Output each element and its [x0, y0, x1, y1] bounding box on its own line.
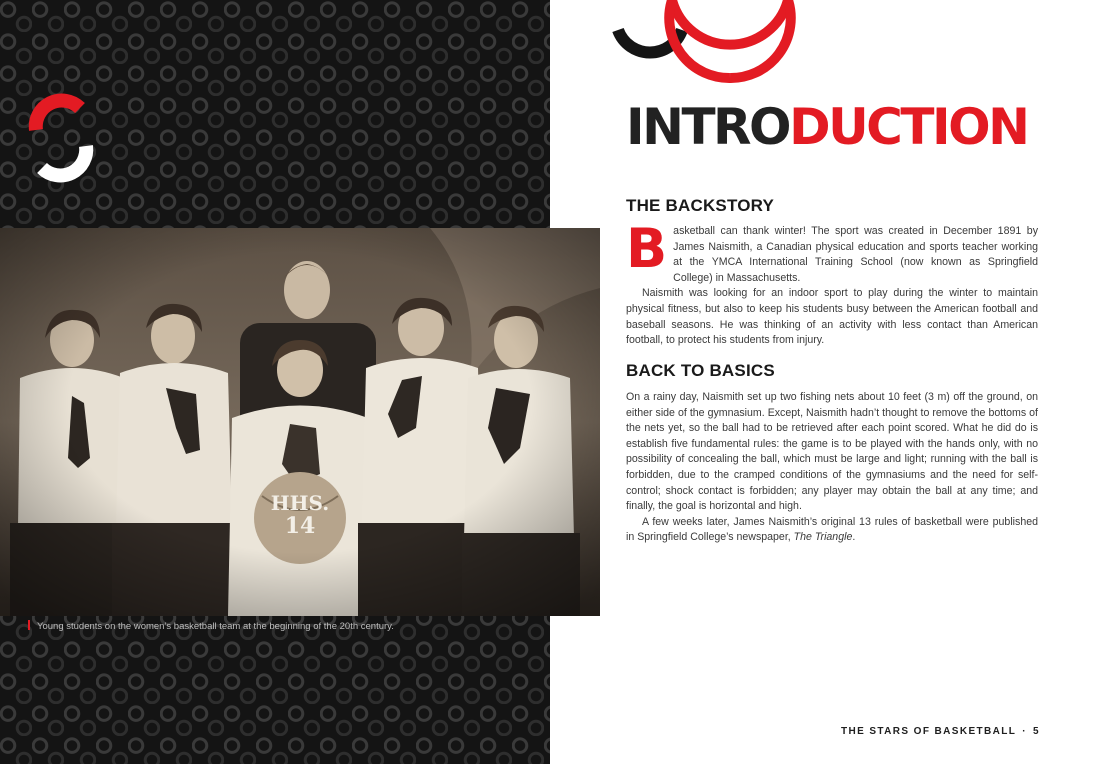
paragraph: asketball can thank winter! The sport was created in December 1891 by James Naismith, a Canadian physical education and sports teacher working at the YMCA International Training School (now known as Springfield College) in Massachusetts.: [673, 225, 1038, 284]
team-photo: [0, 228, 600, 616]
page-title: [626, 94, 1027, 160]
paragraph: On a rainy day, Naismith set up two fishing nets about 10 feet (3 m) off the ground, on either side of the gymnasium. Except, Naismith hadn’t thought to remove the bottoms of the nets yet, so the ball had to be retrieved after each point scored. What he did do is establish five fundamental rules: the game is to be played with the hands only, with no possibility of concealing the ball, which must be large and light; running with the ball is forbidden, due to the cramped conditions of the gymnasiums and the need for self-control; shock contact is forbidden; any player may obtain the ball at any time; and finally, the goal is horizontal and high.: [626, 391, 1038, 513]
book-title: THE STARS OF BASKETBALL: [840, 726, 1017, 737]
section-heading-basics: BACK TO BASICS: [626, 361, 775, 380]
drop-cap: B: [626, 217, 668, 280]
section-body-basics: [626, 390, 1038, 546]
section-body-backstory: [626, 217, 1038, 349]
paragraph-text: A few weeks later, James Naismith’s original 13 rules of basketball were published in Springfield College’s newspaper,: [626, 515, 1038, 544]
paragraph: [626, 515, 1038, 546]
section-heading-backstory: THE BACKSTORY: [626, 196, 775, 215]
photo-caption: [28, 620, 528, 632]
caption-marker: [28, 620, 30, 630]
paragraph-tail: .: [852, 531, 856, 544]
newspaper-title: The Triangle: [793, 531, 853, 544]
caption-text: Young students on the women’s basketball team at the beginning of the 20th century.: [37, 621, 394, 632]
footer-separator: ·: [1022, 726, 1028, 737]
stylized-s-logo-icon: [22, 88, 100, 188]
paragraph: Naismith was looking for an indoor sport to play during the winter to maintain physical fitness, but also to keep his students busy between the American football and baseball seasons. He was thinking of an activity with less contact than American football, to protect his students from injury.: [626, 287, 1038, 347]
page-number: 5: [1033, 726, 1040, 737]
title-part-a: INTRO: [626, 98, 790, 156]
page-footer: [841, 726, 1040, 737]
interlocking-rings-icon: [610, 0, 800, 85]
title-part-b: DUCTION: [789, 98, 1028, 156]
